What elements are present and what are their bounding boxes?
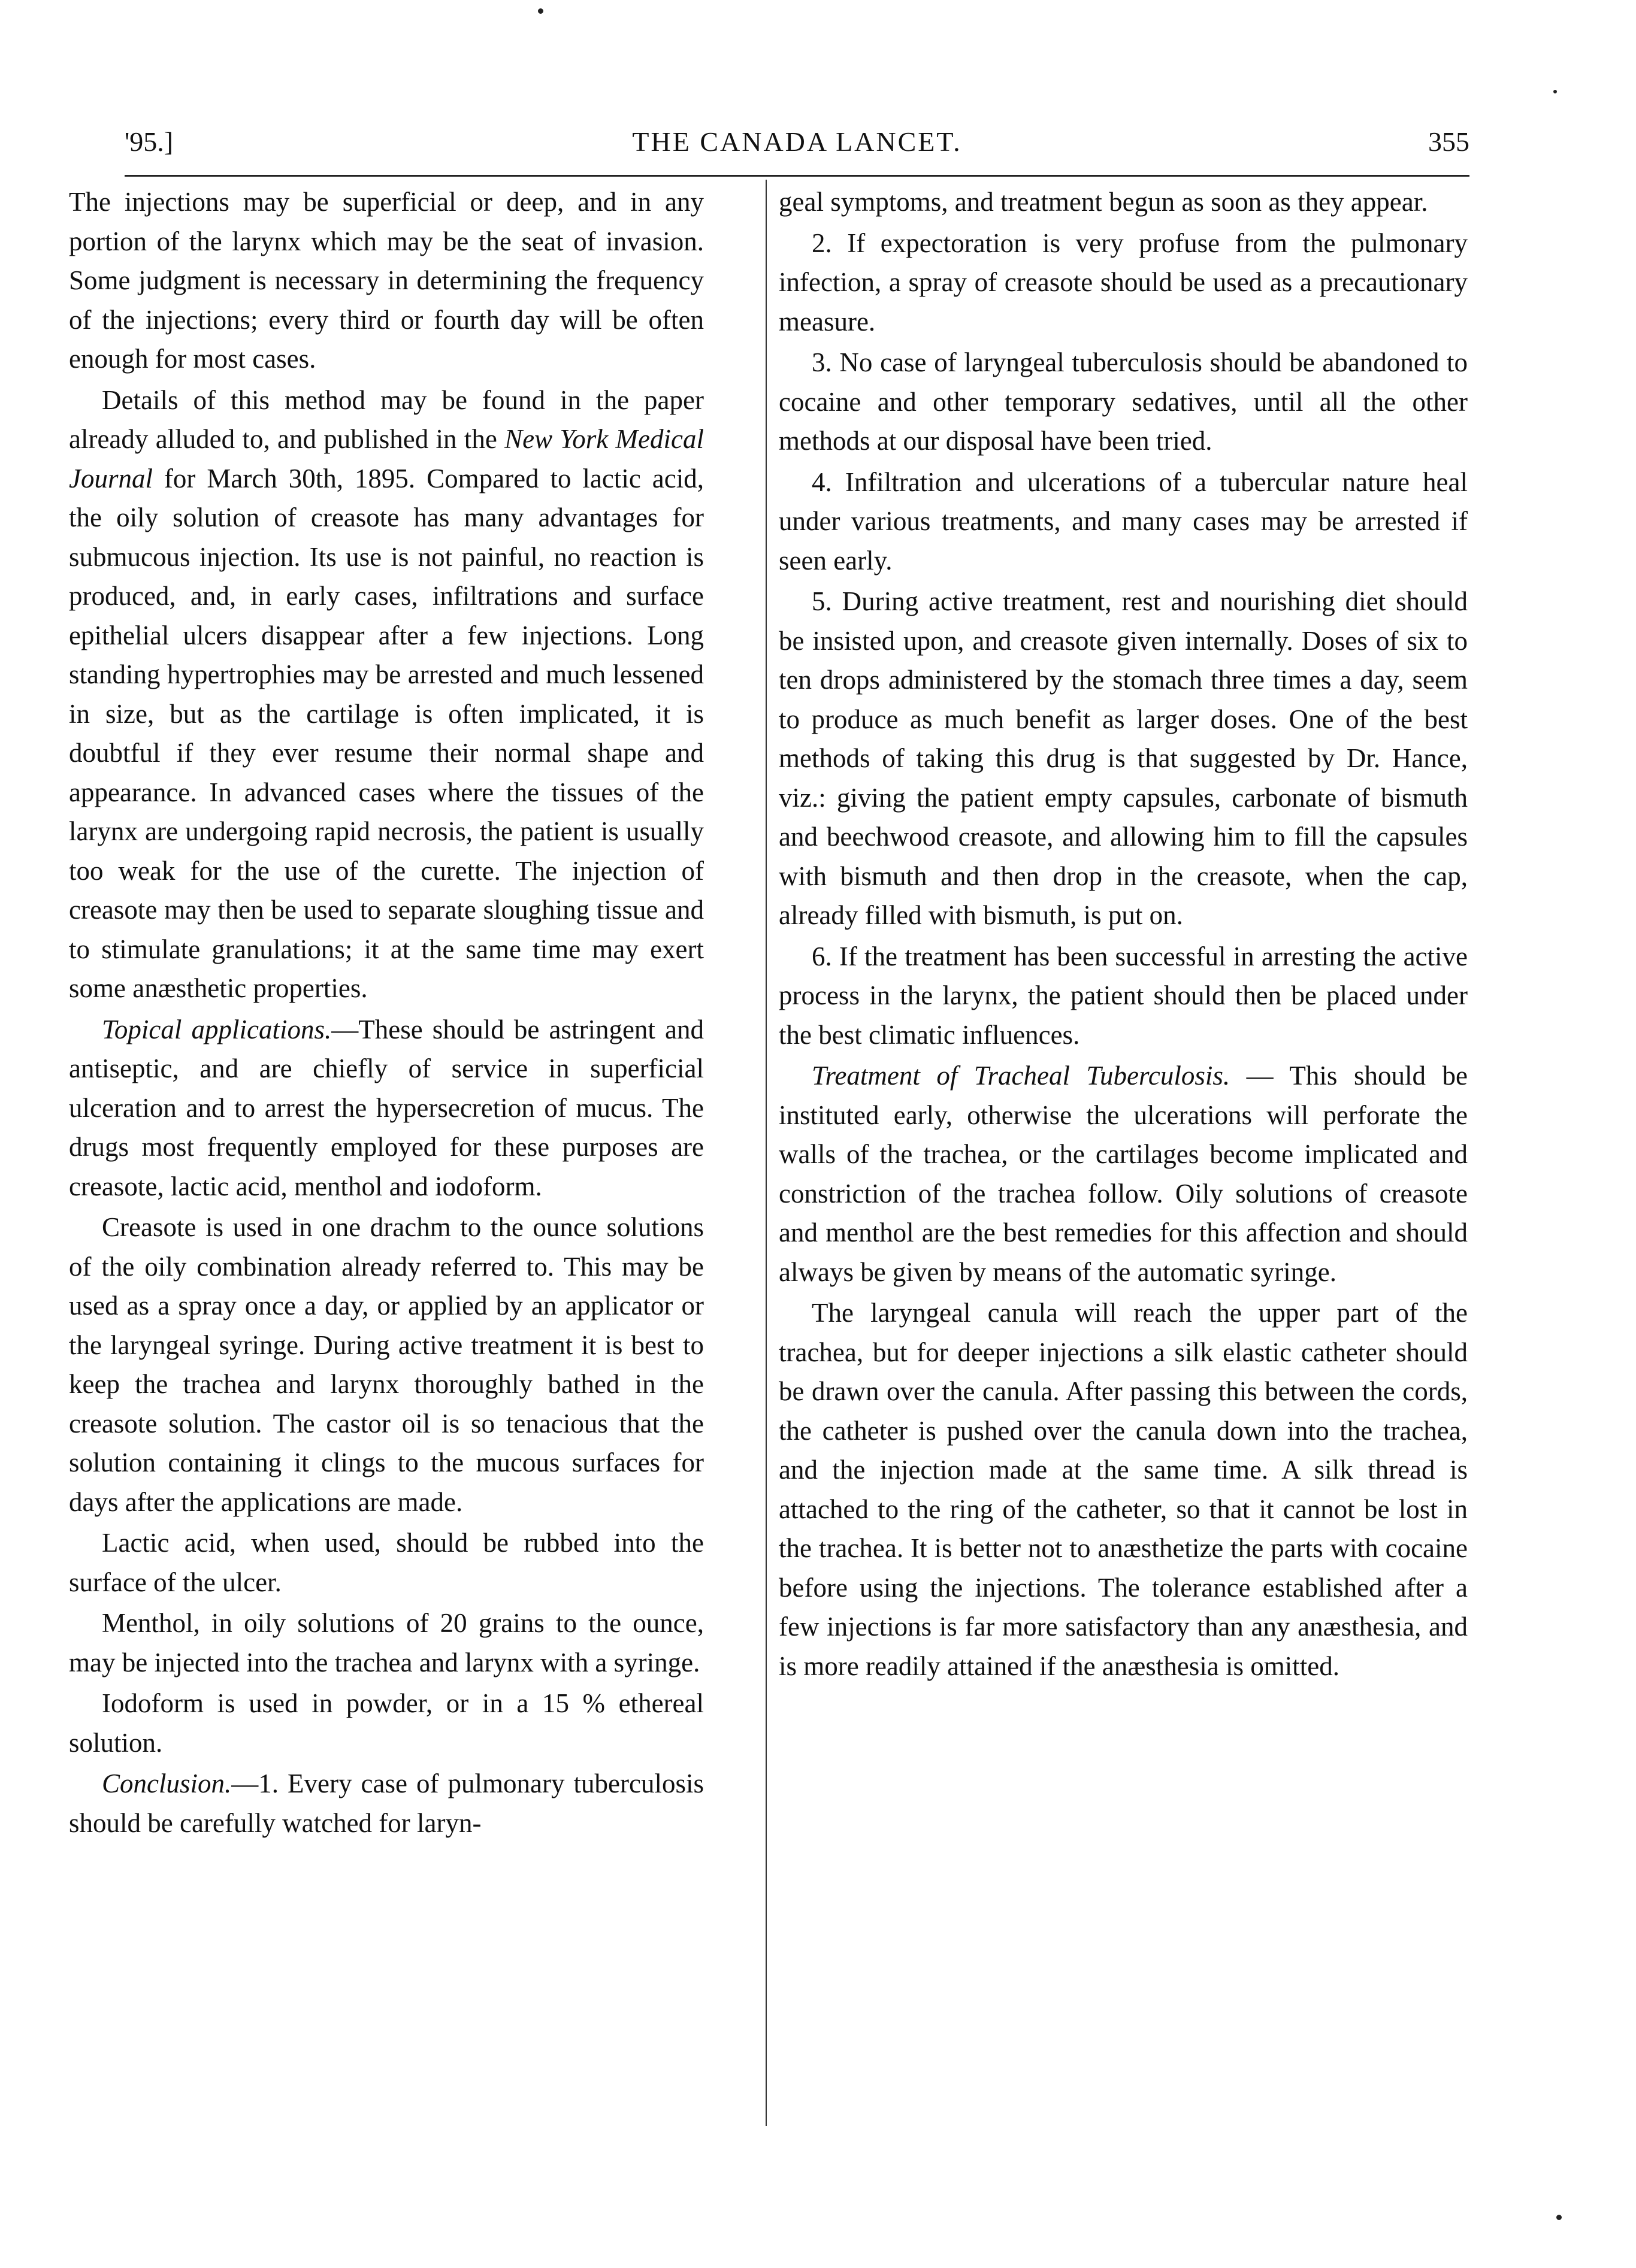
text-span: for March 30th, 1895. Compared to lactic acid, the oily solution of creasote has many advantages for submucous injection. Its use is not painful, no reaction is produced, and, in early cases, infiltrations and surface epithelial ulcers disappear after a few injections. Long standing hypertrophies may be arrested and much lessened in size, but as the cartilage is often implicated, it is doubtful if they ever resume their normal shape and appearance. In advanced cases where the tissues of the larynx are undergoing rapid necrosis, the patient is usually too weak for the use of the curette. The injection of creasote may then be used to separate sloughing tissue and to stimulate granulations; it at the same time may exert some anæsthetic properties. bbox=[69, 463, 704, 1003]
paragraph bbox=[779, 1056, 1468, 1292]
text-span: — This should be instituted early, otherwise the ulcerations will perforate the walls of the trachea, or the cartilages become implicated and constriction of the trachea follow. Oily solutions of creasote and menthol are the best remedies for this affection and should always be given by means of the automatic syringe. bbox=[779, 1061, 1468, 1287]
paragraph: Menthol, in oily solutions of 20 grains to the ounce, may be injected into the trachea and larynx with a syringe. bbox=[69, 1608, 704, 1677]
section-heading: Topical applications. bbox=[102, 1014, 332, 1044]
right-column bbox=[779, 183, 1468, 1688]
text-span: —1. Every case of pulmonary tuberculosis should be carefully watched for laryn- bbox=[69, 1769, 704, 1838]
paragraph: 4. Infiltration and ulcerations of a tubercular nature heal under various treatments, and many cases may be arrested if seen early. bbox=[779, 467, 1468, 576]
paragraph bbox=[69, 1010, 704, 1207]
journal-title: THE CANADA LANCET. bbox=[632, 126, 962, 157]
header-year: '95.] bbox=[125, 126, 174, 157]
paragraph bbox=[69, 381, 704, 1009]
paragraph: 6. If the treatment has been successful in arresting the active process in the larynx, the patient should then be placed under the best climatic influences. bbox=[779, 941, 1468, 1050]
left-column bbox=[69, 183, 704, 1845]
paragraph: The injections may be superficial or deep, and in any portion of the larynx which may be the seat of invasion. Some judgment is necessary in determining the frequency of the injections; every third or fourth day will be often enough for most cases. bbox=[69, 187, 704, 374]
text-span: —These should be astringent and antiseptic, and are chiefly of service in superficial ulceration and to arrest the hypersecretion of mucus. The drugs most frequently employed for these purposes are creasote, lactic acid, menthol and iodoform. bbox=[69, 1014, 704, 1201]
print-speck bbox=[1553, 90, 1557, 93]
paragraph: 3. No case of laryngeal tuberculosis should be abandoned to cocaine and other temporary sedatives, until all the other methods at our disposal have been tried. bbox=[779, 347, 1468, 456]
paragraph bbox=[69, 1764, 704, 1843]
paragraph: Iodoform is used in powder, or in a 15 % ethereal solution. bbox=[69, 1688, 704, 1758]
print-speck bbox=[1556, 2215, 1562, 2220]
page-number: 355 bbox=[1428, 126, 1469, 157]
column-divider bbox=[766, 180, 767, 2126]
paragraph: 5. During active treatment, rest and nourishing diet should be insisted upon, and creasote given internally. Doses of six to ten drops administered by the stomach three times a day, seem to produce as much benefit as larger doses. One of the best methods of taking this drug is that suggested by Dr. Hance, viz.: giving the patient empty capsules, carbonate of bismuth and beechwood creasote, and allowing him to fill the capsules with bismuth and then drop in the creasote, when the cap, already filled with bismuth, is put on. bbox=[779, 586, 1468, 930]
paragraph: Creasote is used in one drachm to the ounce solutions of the oily combination already referred to. This may be used as a spray once a day, or applied by an applicator or the laryngeal syringe. During active treatment it is best to keep the trachea and larynx thoroughly bathed in the creasote solution. The castor oil is so tenacious that the solution containing it clings to the mucous surfaces for days after the applications are made. bbox=[69, 1212, 704, 1517]
paragraph: The laryngeal canula will reach the upper part of the trachea, but for deeper injections a silk elastic catheter should be drawn over the canula. After passing this between the cords, the catheter is pushed over the canula down into the trachea, and the injection made at the same time. A silk thread is attached to the ring of the catheter, so that it cannot be lost in the trachea. It is better not to anæsthetize the parts with cocaine before using the injections. The tolerance established after a few injections is far more satisfactory than any anæsthesia, and is more readily attained if the anæsthesia is omitted. bbox=[779, 1298, 1468, 1681]
print-speck bbox=[538, 8, 543, 14]
paragraph: Lactic acid, when used, should be rubbed into the surface of the ulcer. bbox=[69, 1528, 704, 1597]
text-span: Details of this method may be found in the paper already alluded to, and published in the bbox=[69, 384, 704, 454]
running-header bbox=[125, 126, 1469, 174]
section-heading: Conclusion. bbox=[102, 1769, 232, 1798]
paragraph: 2. If expectoration is very profuse from the pulmonary infection, a spray of creasote should be used as a precautionary measure. bbox=[779, 228, 1468, 337]
journal-name: New York Medical Journal bbox=[69, 424, 704, 493]
section-heading: Treatment of Tracheal Tuberculosis. bbox=[812, 1061, 1230, 1091]
header-rule bbox=[125, 175, 1469, 177]
paragraph: geal symptoms, and treatment begun as soon as they appear. bbox=[779, 187, 1428, 217]
